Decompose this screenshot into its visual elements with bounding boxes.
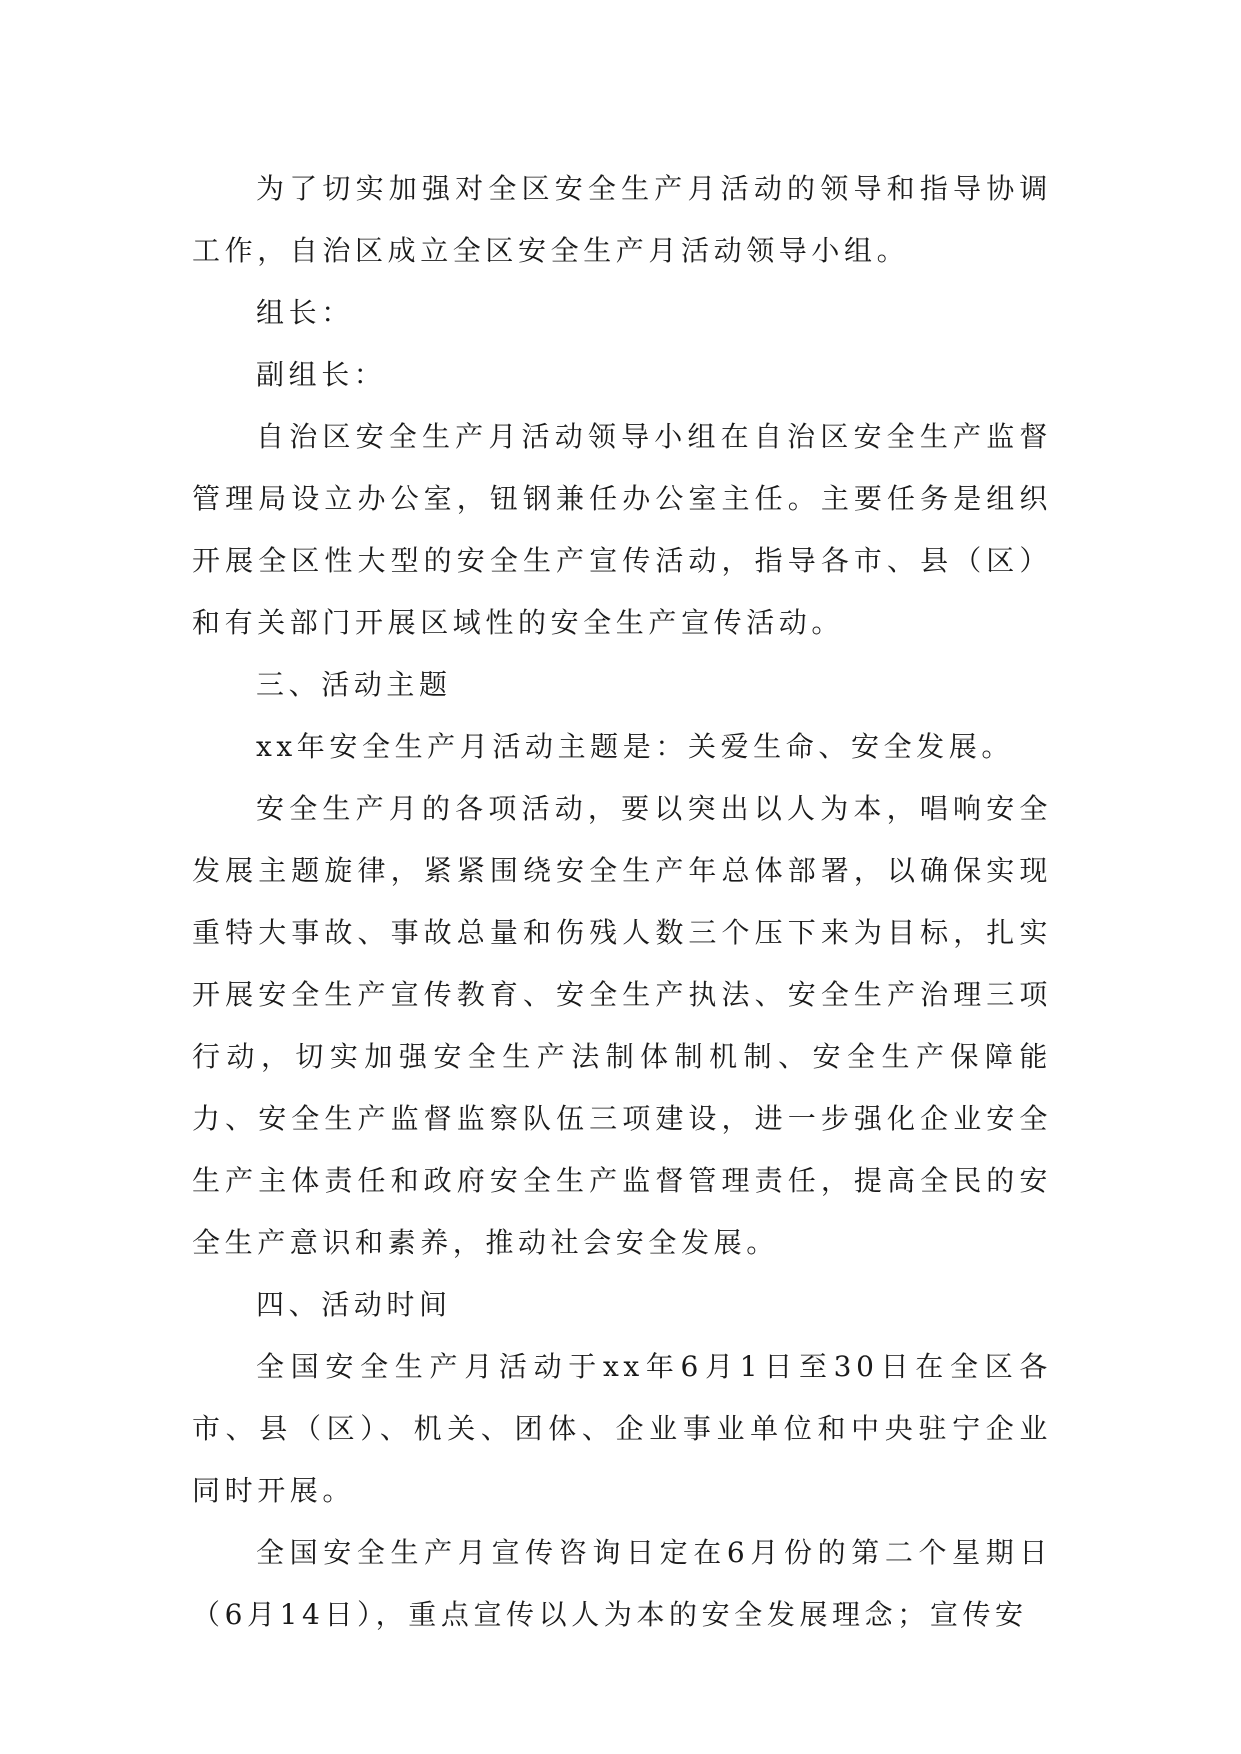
paragraph-activities: 安全生产月的各项活动，要以突出以人为本，唱响安全发展主题旋律，紧紧围绕安全生产年总体部署，以确保实现重特大事故、事故总量和伤残人数三个压下来为目标，扎实开展安全生产宣传教育、安全生产执法、安全生产治理三项行动，切实加强安全生产法制体制机制、安全生产保障能力、安全生产监督监察队伍三项建设，进一步强化企业安全生产主体责任和政府安全生产监督管理责任，提高全民的安全生产意识和素养，推动社会安全发展。 xyxy=(192,792,1052,1259)
paragraph-leadership-group: 为了切实加强对全区安全生产月活动的领导和指导协调工作，自治区成立全区安全生产月活动领导小组。 xyxy=(192,172,1052,267)
paragraph-deputy-leader: 副组长： xyxy=(256,358,387,391)
paragraph-consultation-day: 全国安全生产月宣传咨询日定在6月份的第二个星期日（6月14日），重点宣传以人为本的安全发展理念；宣传安 xyxy=(192,1536,1052,1631)
paragraph-office: 自治区安全生产月活动领导小组在自治区安全生产监督管理局设立办公室，钮钢兼任办公室主任。主要任务是组织开展全区性大型的安全生产宣传活动，指导各市、县（区）和有关部门开展区域性的安全生产宣传活动。 xyxy=(192,420,1052,639)
section-heading-time: 四、活动时间 xyxy=(256,1288,452,1321)
paragraph-theme: xx年安全生产月活动主题是：关爱生命、安全发展。 xyxy=(256,730,1014,763)
paragraph-time: 全国安全生产月活动于xx年6月1日至30日在全区各市、县（区）、机关、团体、企业事业单位和中央驻宁企业同时开展。 xyxy=(192,1350,1052,1507)
document-body xyxy=(192,158,1052,1646)
paragraph-group-leader: 组长： xyxy=(256,296,354,329)
section-heading-theme: 三、活动主题 xyxy=(256,668,452,701)
